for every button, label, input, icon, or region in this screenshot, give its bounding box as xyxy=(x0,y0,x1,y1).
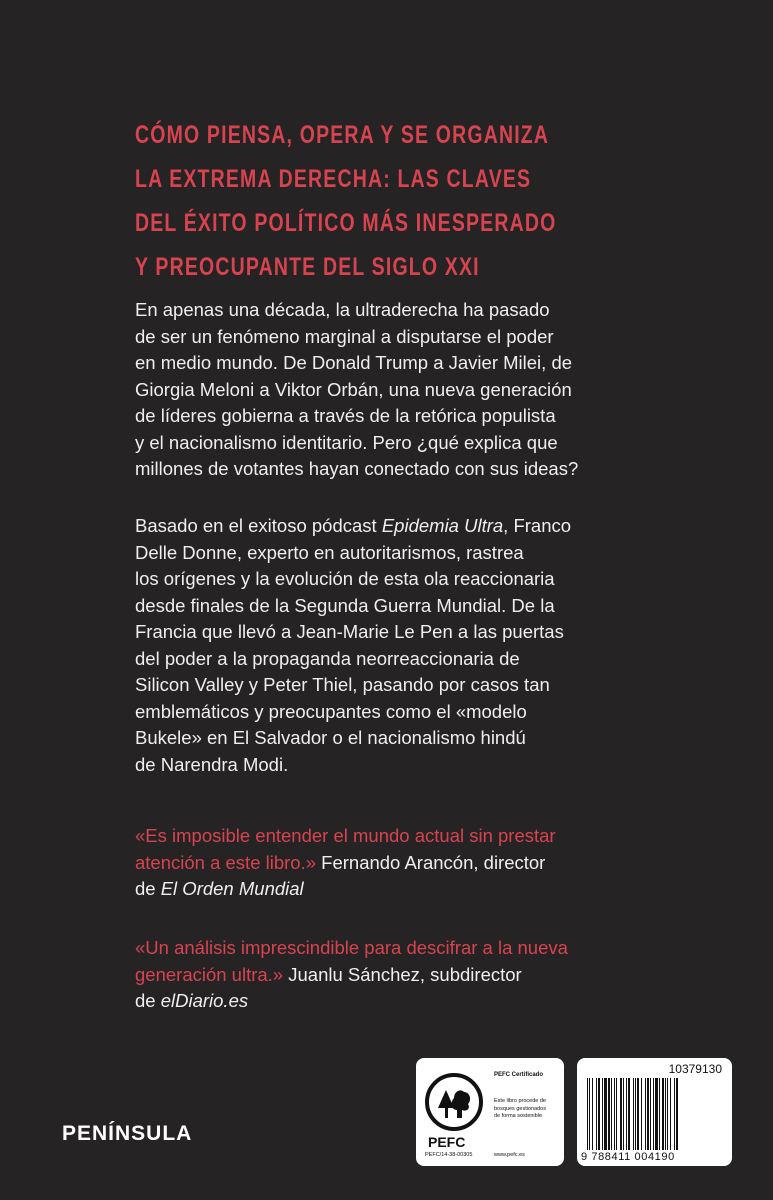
pefc-wordmark: PEFC xyxy=(428,1134,466,1150)
headline-line: Y PREOCUPANTE DEL SIGLO XXI xyxy=(135,253,480,281)
barcode-bar xyxy=(602,1078,603,1150)
pefc-certified-text: PEFC Certificado xyxy=(494,1072,544,1078)
headline-line: LA EXTREMA DERECHA: LAS CLAVES xyxy=(135,165,532,193)
quote-text: atención a este libro.» xyxy=(135,851,317,873)
barcode-bar xyxy=(611,1078,612,1150)
text-line: del poder a la propaganda neorreaccionaria de xyxy=(135,647,520,669)
barcode-bar xyxy=(637,1078,639,1150)
text-line: en medio mundo. De Donald Trump a Javier Milei, de xyxy=(135,352,573,373)
text-fragment: , Franco xyxy=(503,515,572,536)
text-line: y el nacionalismo identitario. Pero ¿qué explica que xyxy=(135,431,558,453)
text-line: millones de votantes hayan conectado con sus ideas? xyxy=(135,458,579,479)
quote-text: «Es imposible entender el mundo actual sin prestar xyxy=(135,825,556,846)
pefc-description xyxy=(494,1098,560,1121)
quote-line xyxy=(135,850,655,877)
barcode-bar xyxy=(623,1078,624,1150)
text-line: desde finales de la Segunda Guerra Mundial. De la xyxy=(135,594,555,616)
barcode-bar xyxy=(655,1078,658,1150)
text-line: En apenas una década, la ultraderecha ha pasado xyxy=(135,299,550,320)
text-line: los orígenes y la evolución de esta ola reaccionaria xyxy=(135,568,555,589)
quote-text: «Un análisis imprescindible para descifrar a la nueva xyxy=(135,937,568,958)
publisher-logo: PENÍNSULA xyxy=(62,1122,193,1145)
headline-line: CÓMO PIENSA, OPERA Y SE ORGANIZA xyxy=(135,121,550,149)
barcode-bar xyxy=(616,1078,617,1150)
headline-line: DEL ÉXITO POLÍTICO MÁS INESPERADO xyxy=(135,209,557,237)
podcast-title: Epidemia Ultra xyxy=(381,515,504,536)
text-line: Bukele» en El Salvador o el nacionalismo hindú xyxy=(135,727,526,748)
barcode-bar xyxy=(647,1078,649,1150)
barcode-bar xyxy=(635,1078,636,1150)
barcode-bar xyxy=(614,1078,615,1150)
isbn-digits: 9 788411 004190 xyxy=(581,1151,675,1163)
quote-source: elDiario.es xyxy=(160,990,249,1011)
barcode-bar xyxy=(620,1078,622,1150)
barcode-bar xyxy=(659,1078,660,1150)
barcode-bar xyxy=(676,1078,678,1150)
barcode-bar xyxy=(596,1078,597,1150)
barcode-bar xyxy=(598,1078,600,1150)
barcode-bar xyxy=(662,1078,664,1150)
quote-source-prefix: de xyxy=(135,990,161,1011)
blurb-quote-2 xyxy=(135,935,655,1015)
barcode-bars xyxy=(585,1078,725,1150)
pefc-description-line: de forma sostenible xyxy=(494,1113,542,1119)
pefc-description-line: bosques gestionados xyxy=(494,1105,546,1112)
barcode-bar xyxy=(674,1078,675,1150)
barcode-bar xyxy=(645,1078,646,1150)
barcode-bar xyxy=(641,1078,642,1150)
barcode-bar xyxy=(633,1078,634,1150)
barcode-bar xyxy=(608,1078,610,1150)
barcode-bar xyxy=(667,1078,668,1150)
barcode-bar xyxy=(628,1078,630,1150)
quote-author: Fernando Arancón, director xyxy=(316,851,546,873)
text-line: emblemáticos y preocupantes como el «modelo xyxy=(135,700,527,722)
blurb-quote-1 xyxy=(135,823,655,903)
text-fragment: Basado en el exitoso pódcast xyxy=(135,515,382,536)
internal-code: 10379130 xyxy=(668,1062,722,1076)
barcode-bar xyxy=(626,1078,627,1150)
quote-source: El Orden Mundial xyxy=(160,878,304,899)
headline xyxy=(135,113,695,289)
quote-author: Juanlu Sánchez, subdirector xyxy=(283,963,522,985)
barcode-bar xyxy=(587,1078,588,1150)
synopsis-paragraph-1 xyxy=(135,297,655,483)
barcode-bar xyxy=(653,1078,654,1150)
synopsis-paragraph-2 xyxy=(135,513,655,778)
barcode-bar xyxy=(589,1078,590,1150)
text-line xyxy=(135,513,655,540)
quote-line xyxy=(135,988,655,1015)
barcode-bar xyxy=(604,1078,607,1150)
quote-source-prefix: de xyxy=(135,878,161,899)
text-line: de Narendra Modi. xyxy=(135,753,289,775)
pefc-url: www.pefc.es xyxy=(494,1152,525,1158)
quote-line xyxy=(135,876,655,903)
barcode-bar xyxy=(670,1078,671,1150)
text-line: Giorgia Meloni a Viktor Orbán, una nueva generación xyxy=(135,378,572,400)
pefc-description-line: Este libro procede de xyxy=(494,1098,546,1104)
barcode-bar xyxy=(650,1078,651,1150)
barcode-bar xyxy=(665,1078,666,1150)
text-line: Francia que llevó a Jean-Marie Le Pen a las puertas xyxy=(135,621,564,642)
isbn-barcode xyxy=(577,1058,732,1166)
text-line: Silicon Valley y Peter Thiel, pasando por casos tan xyxy=(135,674,550,695)
quote-text: generación ultra.» xyxy=(135,963,284,985)
barcode-bar xyxy=(592,1078,593,1150)
pefc-tree-icon xyxy=(424,1072,484,1132)
text-line: Delle Donne, experto en autoritarismos, rastrea xyxy=(135,541,524,563)
text-line: de ser un fenómeno marginal a disputarse el poder xyxy=(135,325,554,347)
pefc-label xyxy=(416,1058,564,1166)
quote-line xyxy=(135,962,655,989)
text-line: de líderes gobierna a través de la retórica populista xyxy=(135,405,556,426)
pefc-license-code: PEFC/14-38-00305 xyxy=(425,1152,473,1158)
